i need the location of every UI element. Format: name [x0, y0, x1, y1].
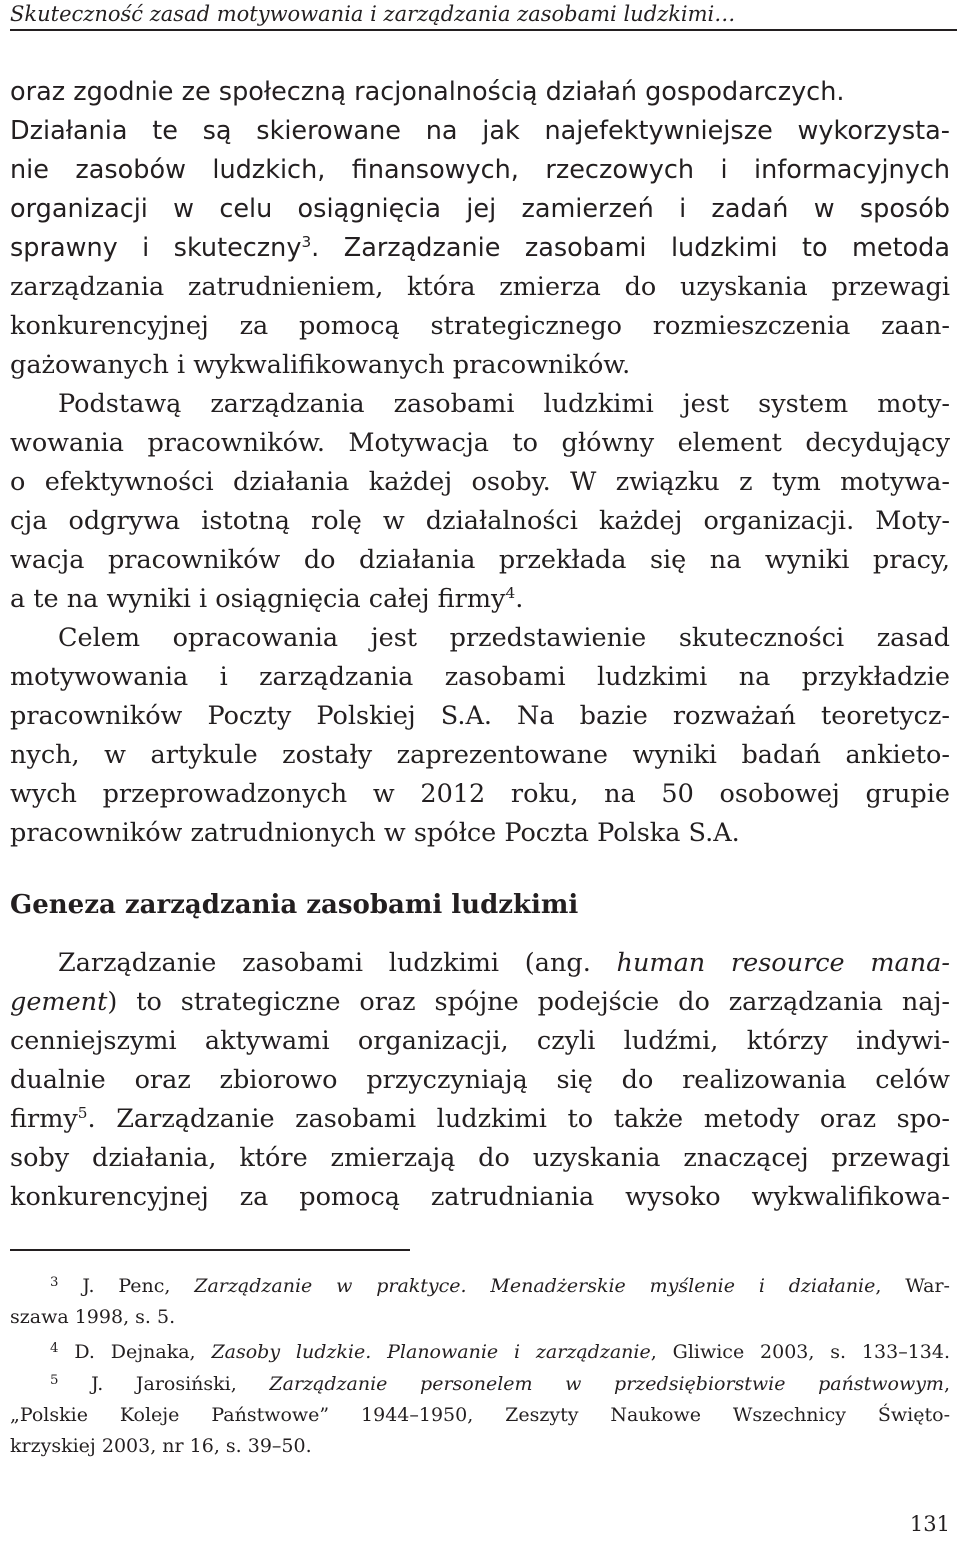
footnote-title: Zarządzanie w praktyce. Menadżerskie myślenie i działanie	[194, 1275, 876, 1297]
page-number: 131	[909, 1512, 950, 1536]
body-line: pracowników zatrudnionych w spółce Poczta Polska S.A.	[10, 818, 740, 848]
body-line	[10, 233, 950, 263]
footnote-text: ,	[943, 1373, 950, 1395]
footnote-text: J. Penc,	[82, 1275, 195, 1297]
body-text: sprawny i skuteczny	[10, 233, 302, 263]
footnote-number: 4	[50, 1341, 59, 1356]
body-text: firmy	[10, 1104, 78, 1134]
body-line: oraz zgodnie ze społeczną racjonalnością działań gospodarczych.	[10, 77, 845, 107]
footnote-3-cont: szawa 1998, s. 5.	[10, 1306, 176, 1328]
body-line: nie zasobów ludzkich, finansowych, rzeczowych i informacyjnych	[10, 155, 950, 185]
footnote-3	[50, 1275, 950, 1297]
body-line: cenniejszymi aktywami organizacji, czyli ludźmi, którzy indywi-	[10, 1026, 950, 1056]
body-line: Celem opracowania jest przedstawienie skuteczności zasad	[58, 623, 950, 653]
body-line: organizacji w celu osiągnięcia jej zamierzeń i zadań w sposób	[10, 194, 950, 224]
body-text: .	[515, 584, 524, 614]
body-line: motywowania i zarządzania zasobami ludzkimi na przykładzie	[10, 662, 950, 692]
body-line: Działania te są skierowane na jak najefektywniejsze wykorzysta-	[10, 116, 950, 146]
body-line	[10, 987, 950, 1017]
footnote-title: Zarządzanie personelem w przedsiębiorstwie państwowym	[269, 1373, 944, 1395]
footnote-4	[50, 1341, 950, 1363]
body-line: o efektywności działania każdej osoby. W związku z tym motywa-	[10, 467, 950, 497]
body-line: pracowników Poczty Polskiej S.A. Na bazie rozważań teoretycz-	[10, 701, 950, 731]
body-line: zarządzania zatrudnieniem, która zmierza do uzyskania przewagi	[10, 272, 950, 302]
body-line: konkurencyjnej za pomocą strategicznego rozmieszczenia zaan-	[10, 311, 950, 341]
body-text: . Zarządzanie zasobami ludzkimi to także metody oraz spo-	[87, 1104, 950, 1134]
footnote-text: , War-	[875, 1275, 950, 1297]
body-line: cja odgrywa istotną rolę w działalności każdej organizacji. Moty-	[10, 506, 950, 536]
section-heading: Geneza zarządzania zasobami ludzkimi	[10, 890, 579, 920]
footnote-number: 5	[50, 1373, 59, 1388]
footnote-number: 3	[50, 1275, 59, 1290]
footnote-5	[50, 1373, 950, 1395]
footnote-text: , Gliwice 2003, s. 133–134.	[650, 1341, 951, 1363]
body-line: dualnie oraz zbiorowo przyczyniają się do realizowania celów	[10, 1065, 950, 1095]
footnote-text: D. Dejnaka,	[74, 1341, 212, 1363]
body-text-italic: human resource mana-	[616, 948, 950, 978]
footnote-5-cont: „Polskie Koleje Państwowe” 1944–1950, Zeszyty Naukowe Wszechnicy Święto-	[10, 1404, 950, 1426]
footnote-ref-4[interactable]: 4	[505, 584, 516, 602]
body-text-italic: gement	[10, 987, 108, 1017]
body-line: wacja pracowników do działania przekłada się na wyniki pracy,	[10, 545, 950, 575]
footnote-5-cont: krzyskiej 2003, nr 16, s. 39–50.	[10, 1435, 312, 1457]
body-line	[10, 584, 950, 614]
footnote-ref-3[interactable]: 3	[301, 233, 312, 251]
body-line	[58, 948, 950, 978]
footnote-text: J. Jarosiński,	[91, 1373, 270, 1395]
body-line: Podstawą zarządzania zasobami ludzkimi jest system moty-	[58, 389, 950, 419]
body-text: Zarządzanie zasobami ludzkimi (ang.	[58, 948, 617, 978]
footnote-title: Zasoby ludzkie. Planowanie i zarządzanie	[211, 1341, 651, 1363]
running-title: Skuteczność zasad motywowania i zarządzania zasobami ludzkimi…	[10, 2, 736, 26]
body-line: wowania pracowników. Motywacja to główny element decydujący	[10, 428, 950, 458]
body-line: konkurencyjnej za pomocą zatrudniania wysoko wykwalifikowa-	[10, 1182, 950, 1212]
body-line: nych, w artykule zostały zaprezentowane wyniki badań ankieto-	[10, 740, 950, 770]
body-text: a te na wyniki i osiągnięcia całej firmy	[10, 584, 506, 614]
footnote-ref-5[interactable]: 5	[77, 1104, 88, 1122]
body-line: soby działania, które zmierzają do uzyskania znaczącej przewagi	[10, 1143, 950, 1173]
body-text: ) to strategiczne oraz spójne podejście do zarządzania naj-	[107, 987, 950, 1017]
body-line: gażowanych i wykwalifikowanych pracowników.	[10, 350, 631, 380]
body-line	[10, 1104, 950, 1134]
body-text: . Zarządzanie zasobami ludzkimi to metoda	[311, 233, 950, 263]
header-rule	[10, 29, 957, 31]
footnote-rule	[10, 1249, 410, 1251]
body-line: wych przeprowadzonych w 2012 roku, na 50 osobowej grupie	[10, 779, 950, 809]
